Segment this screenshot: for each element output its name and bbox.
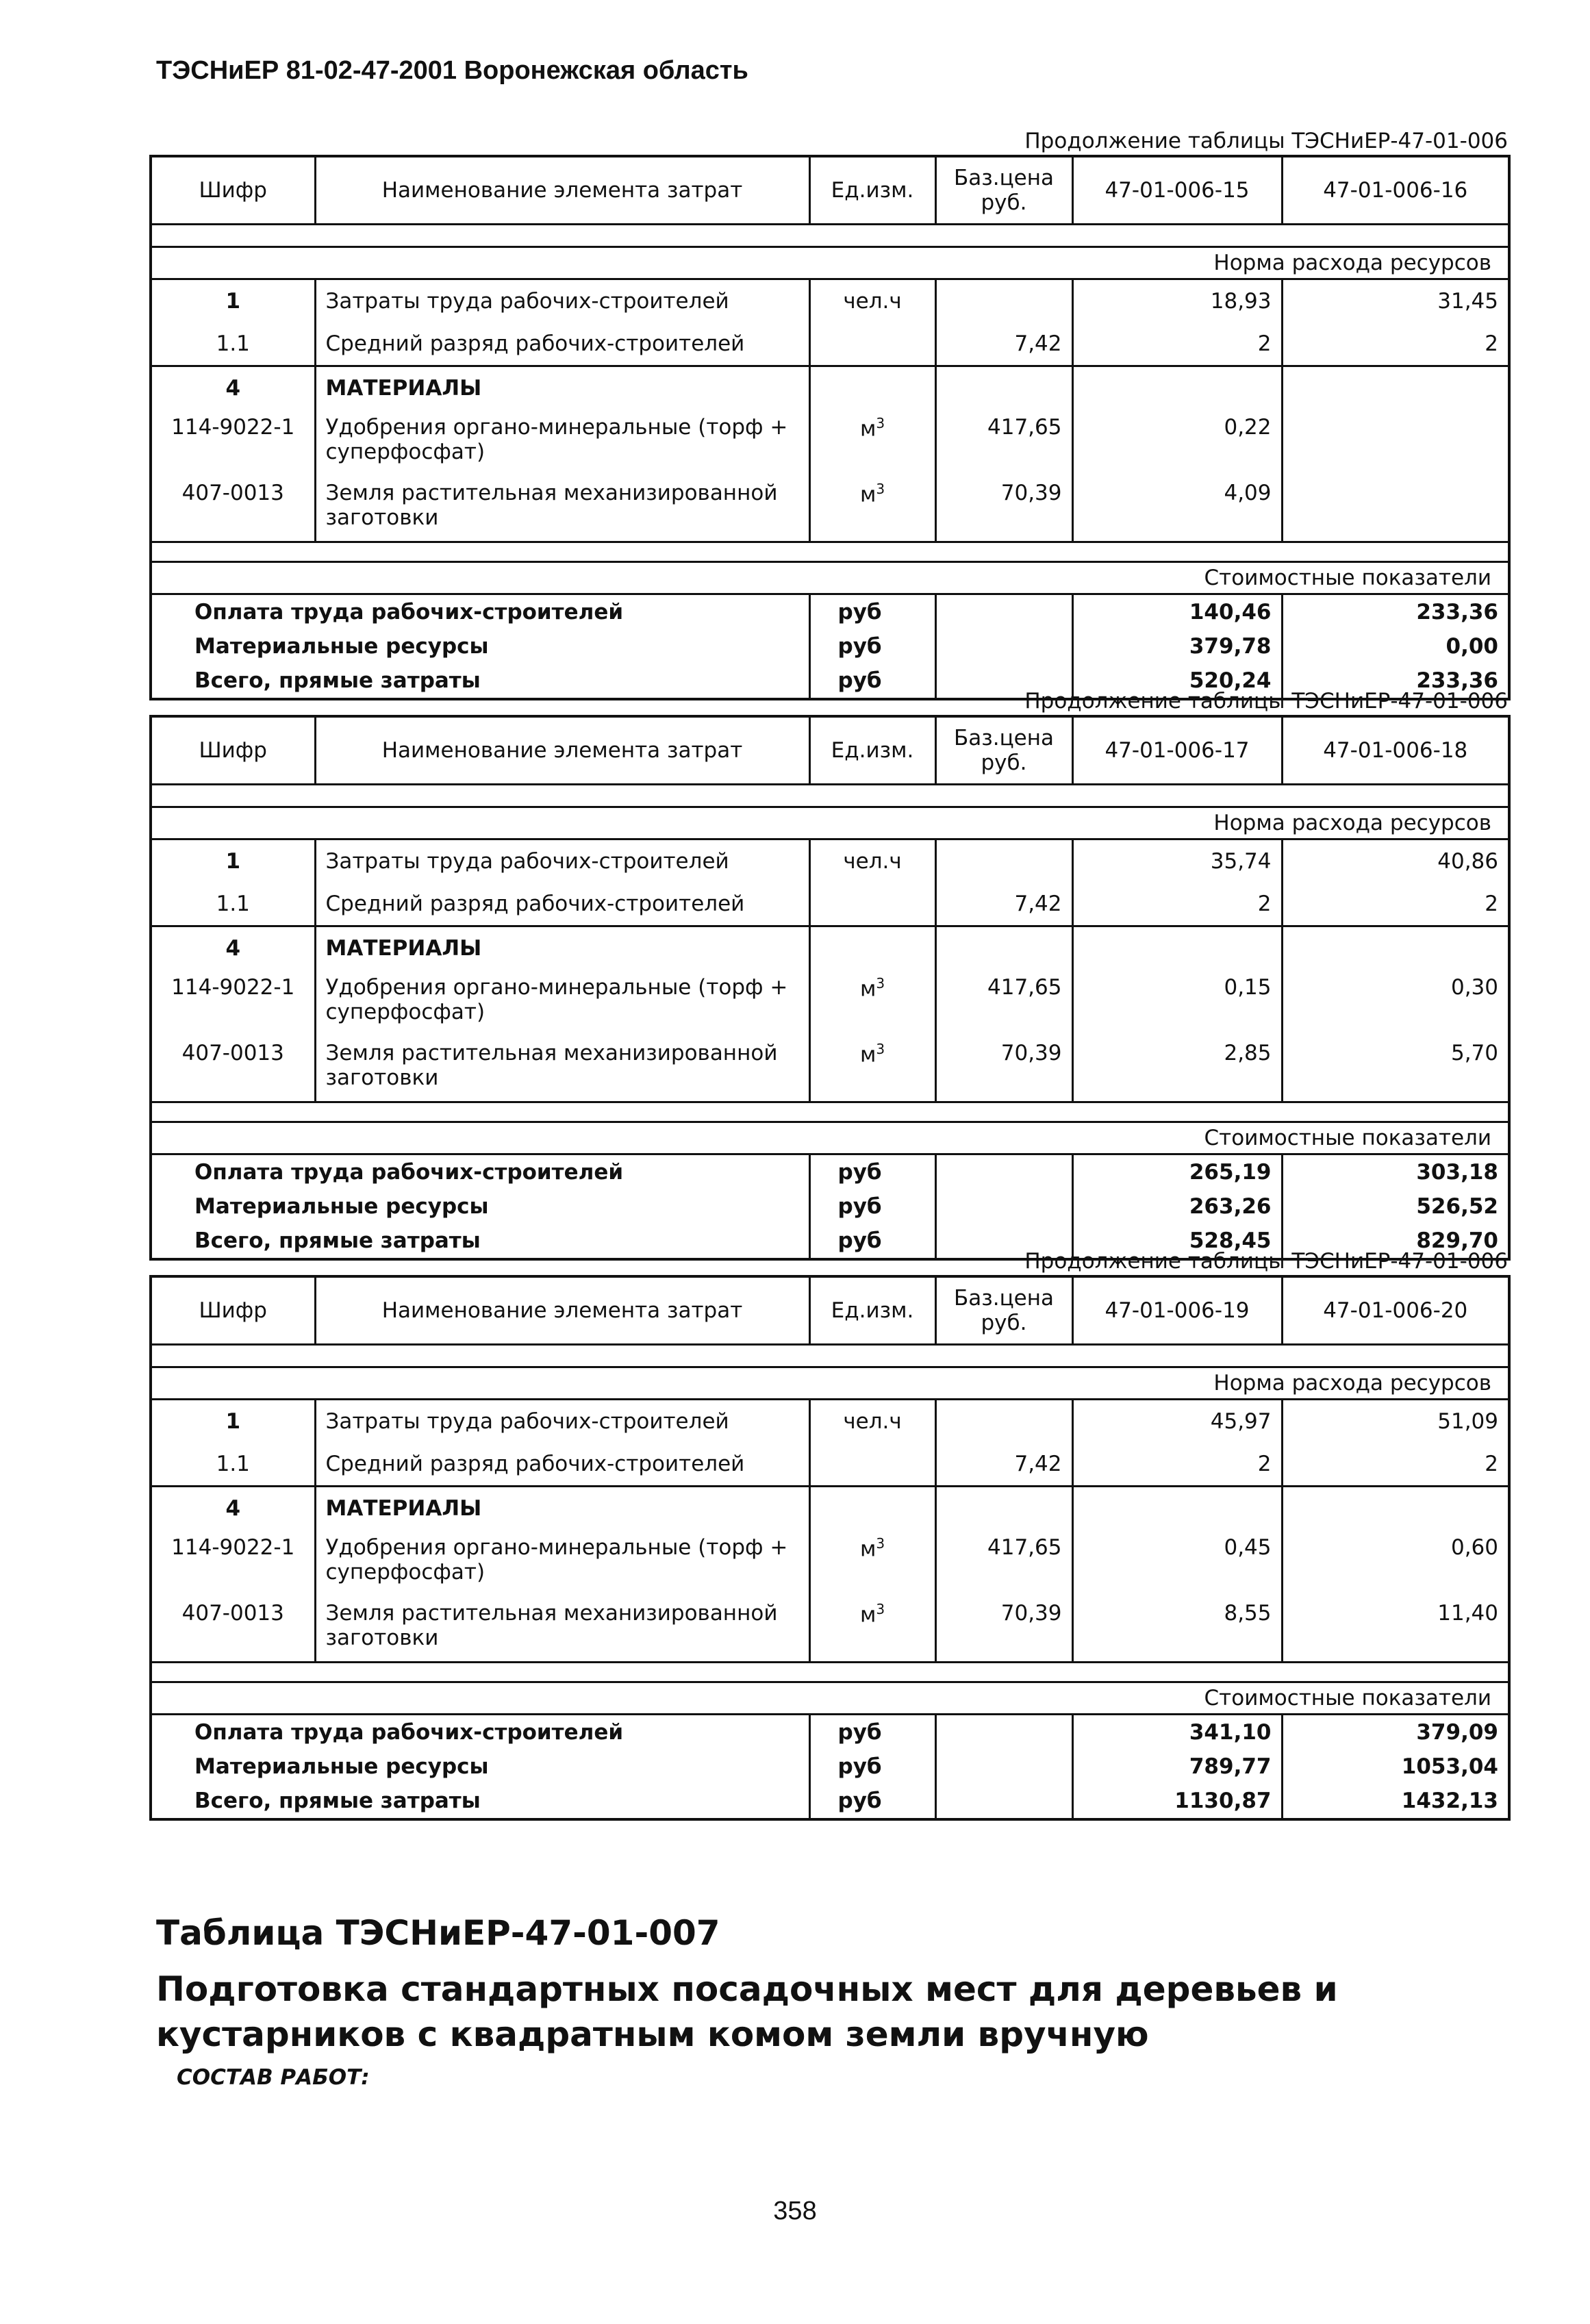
summary-value-a: 341,10 [1072,1715,1282,1750]
unit-superscript: 3 [876,1601,885,1617]
row-price [935,839,1072,883]
row-name: Затраты труда рабочих-строителей [315,279,809,323]
column-header-price: Баз.цена руб. [935,1276,1072,1345]
summary-value-a: 379,78 [1072,629,1282,664]
row-rate-b: 31,45 [1282,279,1509,323]
unit-text: м [859,482,876,507]
row-name: Удобрения органо-минеральные (торф + суперфосфат) [315,409,809,475]
table-row [151,1400,1509,1443]
column-header-rate-b: 47-01-006-20 [1282,1276,1509,1345]
summary-value-a: 265,19 [1072,1154,1282,1190]
table-row [151,1035,1509,1102]
row-rate-b [1282,366,1509,410]
resource-norms-table [149,715,1511,1261]
row-price: 70,39 [935,1595,1072,1663]
row-unit [809,970,935,1035]
unit-text: м [859,1042,876,1068]
row-unit [809,926,935,970]
summary-value-a: 140,46 [1072,594,1282,630]
column-header-rate-a: 47-01-006-17 [1072,716,1282,785]
unit-text: м [859,416,876,442]
cost-section-header: Стоимостные показатели [151,1682,1509,1715]
spacer-row [151,1663,1509,1682]
column-header-price: Баз.цена руб. [935,156,1072,225]
row-rate-b: 2 [1282,883,1509,926]
summary-empty-cell [935,594,1072,630]
spacer-row [151,1102,1509,1122]
table-row [151,839,1509,883]
row-price [935,366,1072,410]
column-header-name: Наименование элемента затрат [315,156,809,225]
row-price: 417,65 [935,1530,1072,1595]
row-price [935,1487,1072,1530]
norm-section-header: Норма расхода ресурсов [151,247,1509,279]
row-code: 407-0013 [181,1601,284,1626]
cost-section-header: Стоимостные показатели [151,562,1509,594]
column-header-name: Наименование элемента затрат [315,1276,809,1345]
row-code: 4 [151,1487,315,1530]
summary-row [151,1750,1509,1784]
spacer-row [151,542,1509,562]
summary-value-b: 233,36 [1282,664,1509,699]
column-header-unit: Ед.изм. [809,716,935,785]
row-rate-b: 0,60 [1282,1530,1509,1595]
row-unit [809,366,935,410]
row-rate-a: 0,22 [1072,409,1282,475]
row-code: 1.1 [216,1452,250,1476]
column-header-rate-b: 47-01-006-16 [1282,156,1509,225]
row-unit: чел.ч [809,1400,935,1443]
row-price: 70,39 [935,1035,1072,1102]
row-rate-b: 5,70 [1282,1035,1509,1102]
summary-row [151,594,1509,630]
summary-unit: руб [809,1750,935,1784]
summary-value-b: 303,18 [1282,1154,1509,1190]
summary-label: Всего, прямые затраты [194,1228,481,1253]
summary-empty-cell [935,1750,1072,1784]
table-header-row [151,716,1509,785]
row-rate-a: 2 [1072,1443,1282,1487]
unit-text: м [859,1537,876,1562]
row-code: 1 [225,1409,241,1434]
row-unit [809,409,935,475]
row-code: 407-0013 [181,1041,284,1065]
row-code: 1.1 [216,892,250,916]
row-name: Средний разряд рабочих-строителей [315,1443,809,1487]
row-name: Затраты труда рабочих-строителей [315,1400,809,1443]
row-rate-b: 40,86 [1282,839,1509,883]
row-price: 417,65 [935,409,1072,475]
table-row [151,475,1509,542]
row-unit [809,1487,935,1530]
summary-value-a: 789,77 [1072,1750,1282,1784]
row-rate-b [1282,475,1509,542]
table-continuation-caption: Продолжение таблицы ТЭСНиЕР-47-01-006 [1024,1249,1508,1274]
table-continuation-caption: Продолжение таблицы ТЭСНиЕР-47-01-006 [1024,129,1508,153]
summary-unit: руб [809,664,935,699]
unit-superscript: 3 [876,1535,885,1552]
row-unit [809,475,935,542]
row-rate-a: 2 [1072,883,1282,926]
table-header-row [151,156,1509,225]
row-rate-a [1072,366,1282,410]
column-header-rate-b: 47-01-006-18 [1282,716,1509,785]
row-code: 1.1 [216,331,250,356]
row-price: 417,65 [935,970,1072,1035]
row-rate-b [1282,926,1509,970]
row-rate-a: 2 [1072,323,1282,366]
row-price: 70,39 [935,475,1072,542]
row-name: МАТЕРИАЛЫ [315,1487,809,1530]
resource-norms-table [149,155,1511,700]
cost-section-header: Стоимостные показатели [151,1122,1509,1154]
row-rate-a [1072,1487,1282,1530]
table-row [151,970,1509,1035]
row-rate-a: 0,45 [1072,1530,1282,1595]
row-rate-a: 0,15 [1072,970,1282,1035]
row-name: Земля растительная механизированной заготовки [315,1035,809,1102]
summary-unit: руб [809,629,935,664]
unit-superscript: 3 [876,1041,885,1057]
unit-superscript: 3 [876,415,885,431]
row-rate-a: 45,97 [1072,1400,1282,1443]
table-row [151,926,1509,970]
summary-empty-cell [935,1715,1072,1750]
column-header-rate-a: 47-01-006-19 [1072,1276,1282,1345]
table-row [151,323,1509,366]
summary-row [151,1189,1509,1224]
row-unit: чел.ч [809,839,935,883]
summary-unit: руб [809,1154,935,1190]
row-price: 7,42 [935,1443,1072,1487]
row-unit [809,883,935,926]
page-number: 358 [773,2197,817,2225]
table-continuation-caption: Продолжение таблицы ТЭСНиЕР-47-01-006 [1024,689,1508,713]
row-unit [809,1595,935,1663]
summary-row [151,1784,1509,1819]
spacer-row [151,225,1509,247]
summary-label: Материальные ресурсы [194,634,489,659]
row-rate-b [1282,409,1509,475]
row-price: 7,42 [935,323,1072,366]
row-rate-b: 2 [1282,1443,1509,1487]
row-name: Средний разряд рабочих-строителей [315,323,809,366]
resource-table-3 [149,1248,1508,1821]
row-rate-b: 0,30 [1282,970,1509,1035]
summary-label: Оплата труда рабочих-строителей [194,1720,624,1745]
summary-row [151,1154,1509,1190]
summary-label: Материальные ресурсы [194,1194,489,1219]
row-code: 114-9022-1 [171,975,295,1000]
summary-value-b: 379,09 [1282,1715,1509,1750]
table-row [151,1487,1509,1530]
row-code: 4 [151,366,315,410]
column-header-code: Шифр [151,1276,315,1345]
row-name: Затраты труда рабочих-строителей [315,839,809,883]
row-price [935,279,1072,323]
row-code: 4 [151,926,315,970]
summary-value-a: 520,24 [1072,664,1282,699]
unit-text: м [859,1602,876,1628]
row-name: Земля растительная механизированной заготовки [315,1595,809,1663]
row-name: Удобрения органо-минеральные (торф + суперфосфат) [315,1530,809,1595]
summary-value-a: 1130,87 [1072,1784,1282,1819]
column-header-code: Шифр [151,156,315,225]
summary-row [151,629,1509,664]
summary-unit: руб [809,1715,935,1750]
row-name: Средний разряд рабочих-строителей [315,883,809,926]
row-rate-a: 8,55 [1072,1595,1282,1663]
table-row [151,279,1509,323]
resource-table-2 [149,687,1508,1261]
spacer-row [151,1345,1509,1367]
summary-unit: руб [809,594,935,630]
row-code: 114-9022-1 [171,1535,295,1560]
norm-section-header: Норма расхода ресурсов [151,807,1509,839]
row-price: 7,42 [935,883,1072,926]
row-unit [809,1443,935,1487]
row-unit [809,1530,935,1595]
summary-empty-cell [935,629,1072,664]
summary-unit: руб [809,1224,935,1259]
summary-label: Оплата труда рабочих-строителей [194,600,624,624]
column-header-unit: Ед.изм. [809,156,935,225]
summary-value-b: 1053,04 [1282,1750,1509,1784]
summary-empty-cell [935,1784,1072,1819]
resource-table-1 [149,127,1508,700]
row-rate-a [1072,926,1282,970]
row-rate-a: 35,74 [1072,839,1282,883]
summary-unit: руб [809,1189,935,1224]
summary-value-a: 263,26 [1072,1189,1282,1224]
row-code: 114-9022-1 [171,415,295,440]
column-header-name: Наименование элемента затрат [315,716,809,785]
row-rate-b [1282,1487,1509,1530]
summary-label: Всего, прямые затраты [194,668,481,693]
row-code: 1 [225,289,241,314]
row-rate-b: 51,09 [1282,1400,1509,1443]
row-price [935,1400,1072,1443]
unit-text: м [859,976,876,1002]
summary-row [151,1715,1509,1750]
summary-label: Материальные ресурсы [194,1754,489,1779]
row-rate-a: 4,09 [1072,475,1282,542]
unit-superscript: 3 [876,975,885,992]
column-header-unit: Ед.изм. [809,1276,935,1345]
row-rate-b: 2 [1282,323,1509,366]
table-row [151,409,1509,475]
summary-value-b: 1432,13 [1282,1784,1509,1819]
summary-label: Оплата труда рабочих-строителей [194,1160,624,1185]
resource-norms-table [149,1275,1511,1821]
summary-value-b: 526,52 [1282,1189,1509,1224]
row-rate-a: 18,93 [1072,279,1282,323]
summary-empty-cell [935,1189,1072,1224]
row-rate-a: 2,85 [1072,1035,1282,1102]
row-unit [809,1035,935,1102]
table-row [151,883,1509,926]
column-header-price: Баз.цена руб. [935,716,1072,785]
work-composition-label: СОСТАВ РАБОТ: [177,2065,370,2090]
row-rate-b: 11,40 [1282,1595,1509,1663]
table-header-row [151,1276,1509,1345]
table-row [151,1595,1509,1663]
summary-value-b: 233,36 [1282,594,1509,630]
section-table-title: Таблица ТЭСНиЕР-47-01-007 [156,1913,720,1953]
summary-value-a: 528,45 [1072,1224,1282,1259]
summary-label: Всего, прямые затраты [194,1789,481,1813]
section-table-subtitle: Подготовка стандартных посадочных мест для деревьев и кустарников с квадратным комом земли вручную [156,1969,1338,2054]
summary-empty-cell [935,1154,1072,1190]
unit-superscript: 3 [876,481,885,497]
row-name: МАТЕРИАЛЫ [315,366,809,410]
row-name: МАТЕРИАЛЫ [315,926,809,970]
column-header-code: Шифр [151,716,315,785]
table-row [151,1443,1509,1487]
summary-value-b: 829,70 [1282,1224,1509,1259]
row-code: 407-0013 [181,481,284,505]
spacer-row [151,785,1509,807]
norm-section-header: Норма расхода ресурсов [151,1367,1509,1400]
row-code: 1 [225,849,241,874]
row-name: Земля растительная механизированной заготовки [315,475,809,542]
table-row [151,366,1509,410]
row-name: Удобрения органо-минеральные (торф + суперфосфат) [315,970,809,1035]
summary-value-b: 0,00 [1282,629,1509,664]
row-unit: чел.ч [809,279,935,323]
row-price [935,926,1072,970]
document-header-title: ТЭСНиЕР 81-02-47-2001 Воронежская область [156,56,748,85]
column-header-rate-a: 47-01-006-15 [1072,156,1282,225]
row-unit [809,323,935,366]
table-row [151,1530,1509,1595]
summary-unit: руб [809,1784,935,1819]
